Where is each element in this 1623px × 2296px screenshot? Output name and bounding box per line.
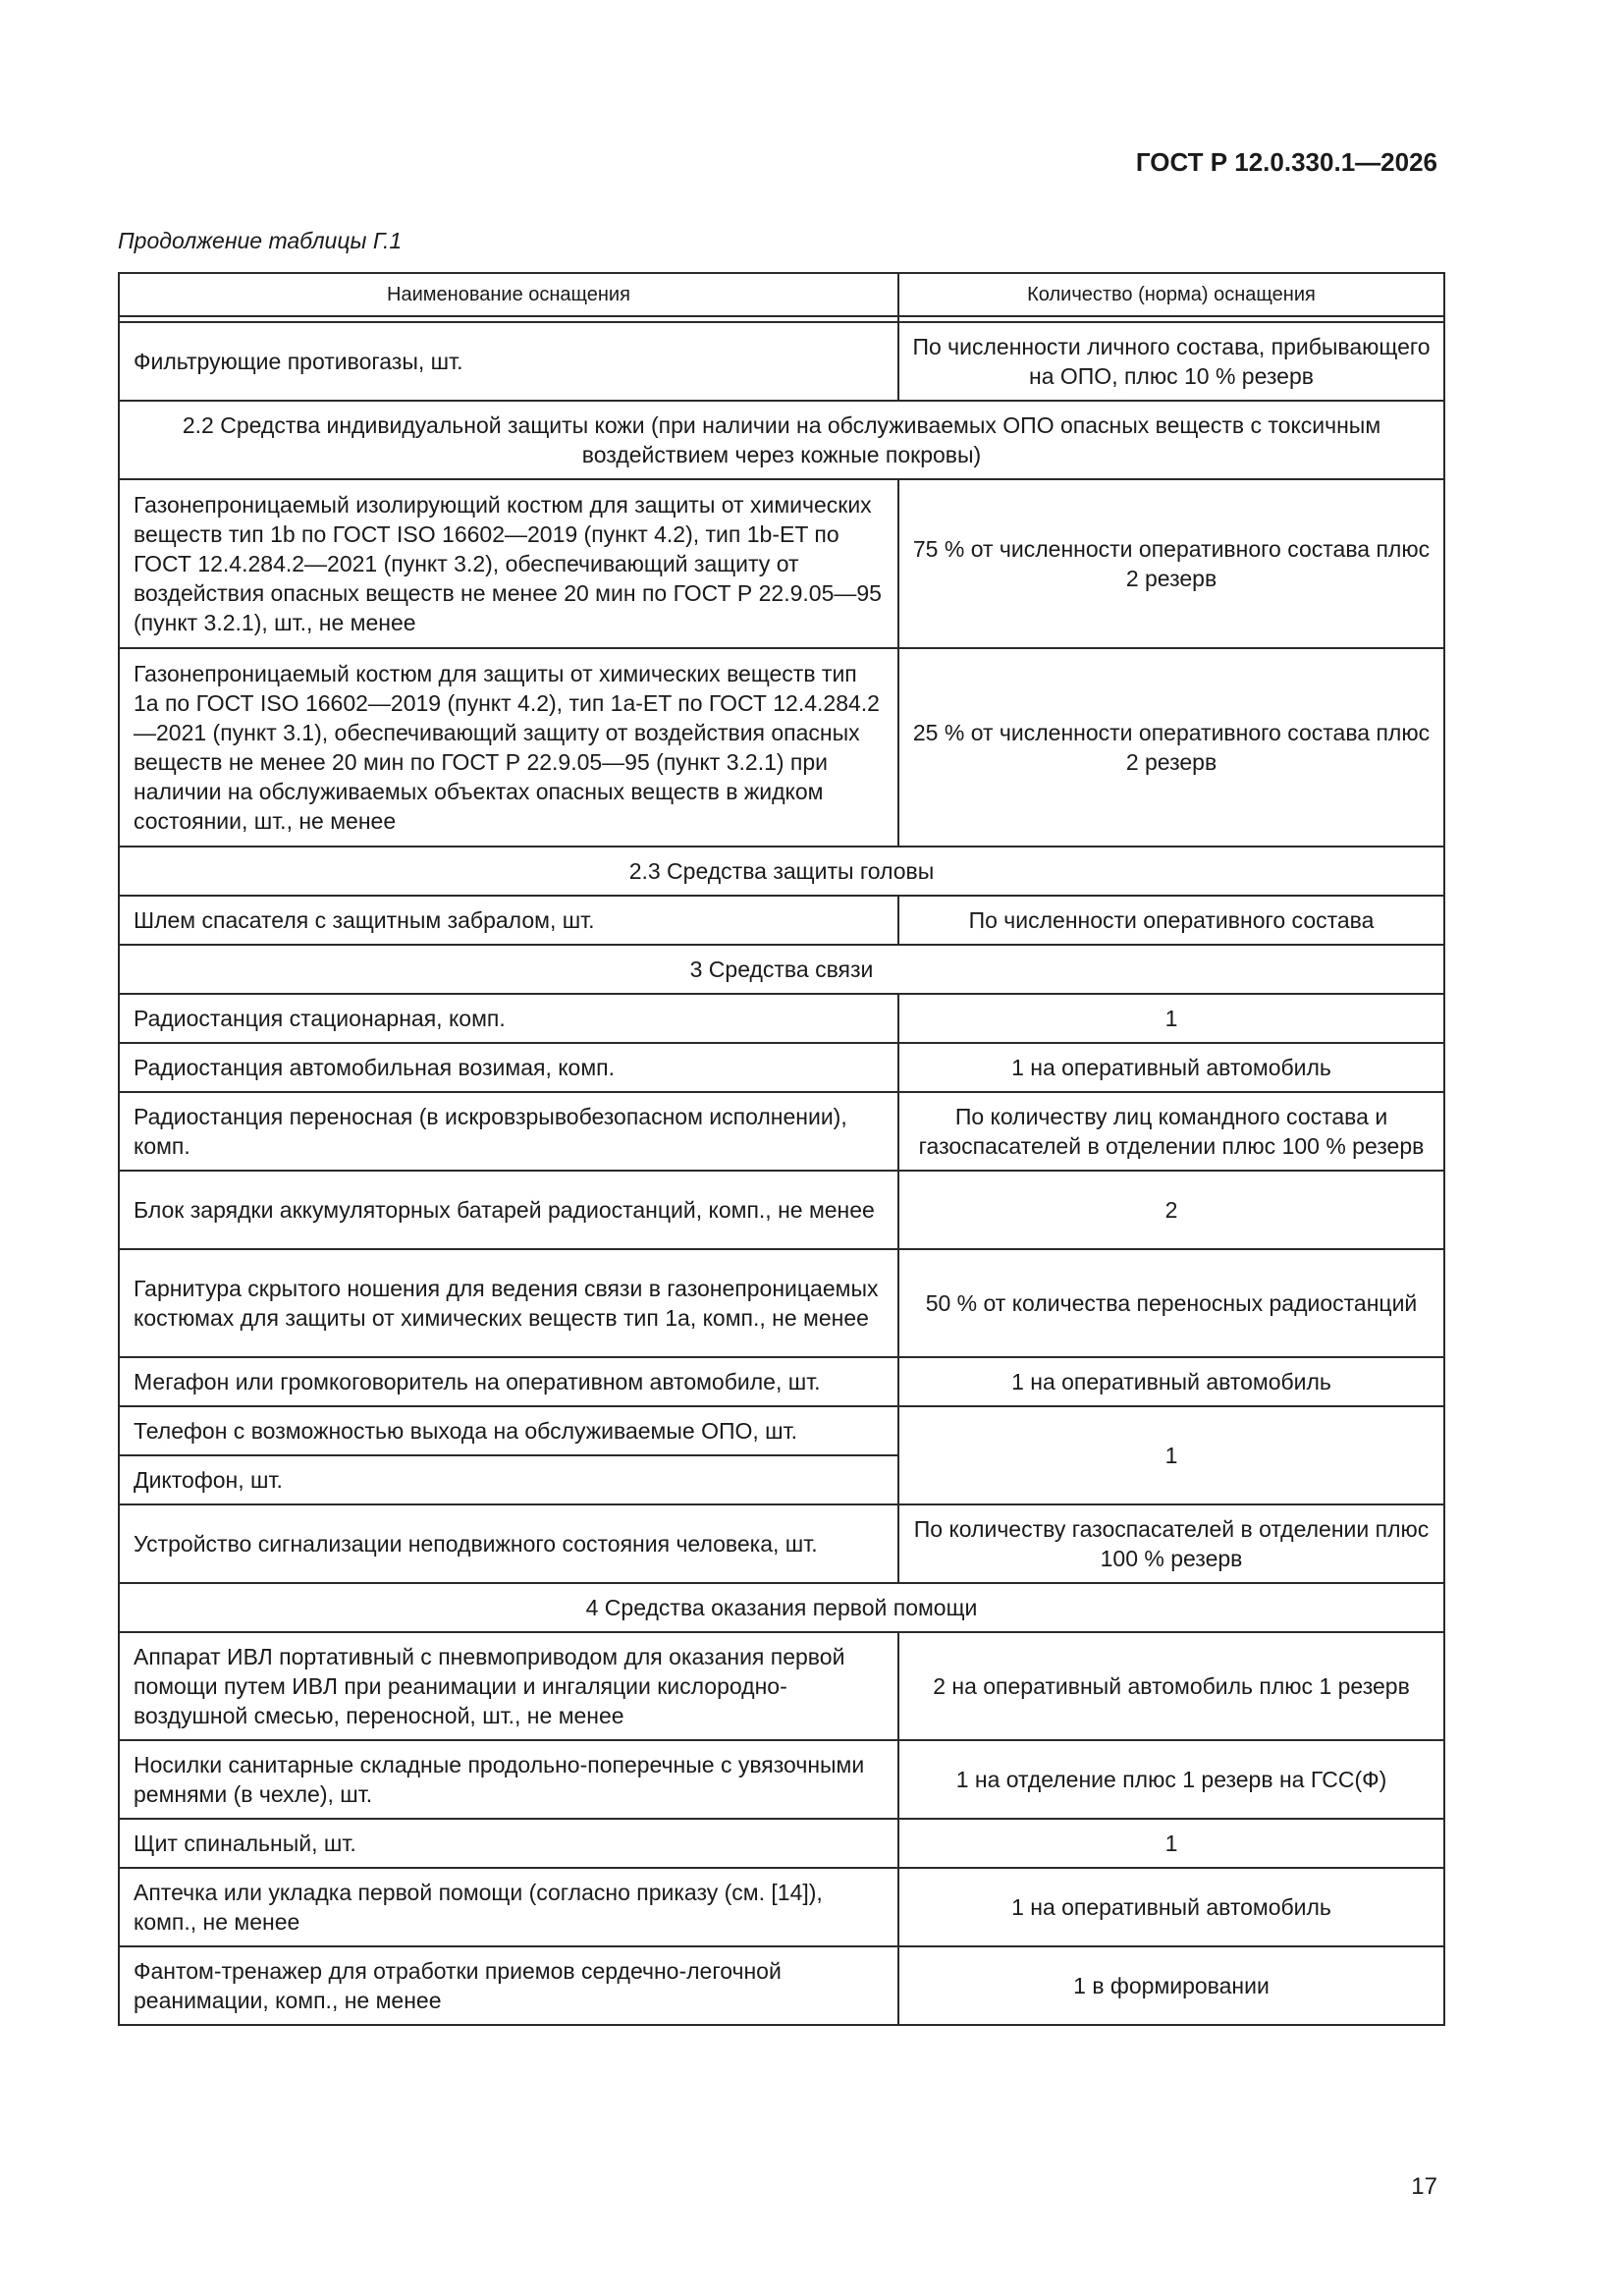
equipment-name: Щит спинальный, шт. — [119, 1819, 898, 1868]
table-row — [119, 648, 1444, 847]
table-row — [119, 1868, 1444, 1946]
table-row — [119, 1043, 1444, 1092]
table-row — [119, 1946, 1444, 2025]
equipment-quantity: 75 % от численности оперативного состава плюс 2 резерв — [898, 479, 1444, 648]
equipment-name: Аппарат ИВЛ портативный с пневмоприводом для оказания первой помощи путем ИВЛ при реанимации и ингаляции кислородно-воздушной смесью, переносной, шт., не менее — [119, 1632, 898, 1740]
table-row — [119, 322, 1444, 401]
equipment-name: Радиостанция автомобильная возимая, комп. — [119, 1043, 898, 1092]
header-row — [119, 273, 1444, 316]
equipment-table — [118, 272, 1445, 2026]
section-title: 3 Средства связи — [119, 945, 1444, 994]
equipment-quantity: 1 в формировании — [898, 1946, 1444, 2025]
equipment-quantity: 1 — [898, 1819, 1444, 1868]
equipment-quantity: По численности личного состава, прибывающего на ОПО, плюс 10 % резерв — [898, 322, 1444, 401]
equipment-name: Газонепроницаемый изолирующий костюм для защиты от химических веществ тип 1b по ГОСТ ISO 16602—2019 (пункт 4.2), тип 1b-ET по ГОСТ 12.4.284.2—2021 (пункт 3.2), обеспечивающий защиту от воздействия опасных веществ не менее 20 мин по ГОСТ Р 22.9.05—95 (пункт 3.2.1), шт., не менее — [119, 479, 898, 648]
equipment-quantity: 1 — [898, 994, 1444, 1043]
equipment-name: Аптечка или укладка первой помощи (согласно приказу (см. [14]), комп., не менее — [119, 1868, 898, 1946]
section-title: 4 Средства оказания первой помощи — [119, 1583, 1444, 1632]
column-header-name: Наименование оснащения — [119, 273, 898, 316]
table-row — [119, 479, 1444, 648]
table-row — [119, 1406, 1444, 1455]
section-row — [119, 847, 1444, 896]
table-row — [119, 1092, 1444, 1171]
table-row — [119, 1819, 1444, 1868]
section-title: 2.2 Средства индивидуальной защиты кожи (при наличии на обслуживаемых ОПО опасных веществ с токсичным воздействием через кожные покровы) — [119, 401, 1444, 479]
equipment-quantity: 1 — [898, 1406, 1444, 1504]
equipment-name: Гарнитура скрытого ношения для ведения связи в газонепроницаемых костюмах для защиты от химических веществ тип 1а, комп., не менее — [119, 1249, 898, 1357]
document-code: ГОСТ Р 12.0.330.1—2026 — [1135, 147, 1437, 177]
equipment-name: Носилки санитарные складные продольно-поперечные с увязочными ремнями (в чехле), шт. — [119, 1740, 898, 1819]
equipment-quantity: 1 на оперативный автомобиль — [898, 1357, 1444, 1406]
section-row — [119, 945, 1444, 994]
equipment-name: Диктофон, шт. — [119, 1455, 898, 1504]
equipment-name: Радиостанция стационарная, комп. — [119, 994, 898, 1043]
table-row — [119, 1171, 1444, 1249]
equipment-quantity: По количеству лиц командного состава и газоспасателей в отделении плюс 100 % резерв — [898, 1092, 1444, 1171]
equipment-quantity: 50 % от количества переносных радиостанций — [898, 1249, 1444, 1357]
equipment-quantity: По численности оперативного состава — [898, 896, 1444, 945]
table-header — [119, 273, 1444, 322]
page-number: 17 — [1411, 2173, 1437, 2200]
section-row — [119, 1583, 1444, 1632]
equipment-name: Телефон с возможностью выхода на обслуживаемые ОПО, шт. — [119, 1406, 898, 1455]
table-row — [119, 896, 1444, 945]
equipment-quantity: 2 — [898, 1171, 1444, 1249]
equipment-quantity: 2 на оперативный автомобиль плюс 1 резерв — [898, 1632, 1444, 1740]
section-row — [119, 401, 1444, 479]
equipment-name: Блок зарядки аккумуляторных батарей радиостанций, комп., не менее — [119, 1171, 898, 1249]
equipment-quantity: По количеству газоспасателей в отделении плюс 100 % резерв — [898, 1504, 1444, 1583]
table-row — [119, 1357, 1444, 1406]
equipment-quantity: 1 на оперативный автомобиль — [898, 1868, 1444, 1946]
equipment-name: Фильтрующие противогазы, шт. — [119, 322, 898, 401]
table-row — [119, 994, 1444, 1043]
table-row — [119, 1632, 1444, 1740]
equipment-name: Фантом-тренажер для отработки приемов сердечно-легочной реанимации, комп., не менее — [119, 1946, 898, 2025]
equipment-name: Шлем спасателя с защитным забралом, шт. — [119, 896, 898, 945]
section-title: 2.3 Средства защиты головы — [119, 847, 1444, 896]
table-row — [119, 1504, 1444, 1583]
equipment-name: Газонепроницаемый костюм для защиты от химических веществ тип 1а по ГОСТ ISO 16602—2019 (пункт 4.2), тип 1а-ET по ГОСТ 12.4.284.2—2021 (пункт 3.1), обеспечивающий защиту от воздействия опасных веществ не менее 20 мин по ГОСТ Р 22.9.05—95 (пункт 3.2.1) при наличии на обслуживаемых объектах опасных веществ в жидком состоянии, шт., не менее — [119, 648, 898, 847]
equipment-name: Устройство сигнализации неподвижного состояния человека, шт. — [119, 1504, 898, 1583]
equipment-quantity: 1 на оперативный автомобиль — [898, 1043, 1444, 1092]
equipment-name: Радиостанция переносная (в искровзрывобезопасном исполнении), комп. — [119, 1092, 898, 1171]
column-header-quantity: Количество (норма) оснащения — [898, 273, 1444, 316]
table-row — [119, 1740, 1444, 1819]
table-caption: Продолжение таблицы Г.1 — [118, 228, 403, 253]
table-row — [119, 1249, 1444, 1357]
equipment-quantity: 25 % от численности оперативного состава плюс 2 резерв — [898, 648, 1444, 847]
equipment-name: Мегафон или громкоговоритель на оперативном автомобиле, шт. — [119, 1357, 898, 1406]
equipment-quantity: 1 на отделение плюс 1 резерв на ГСС(Ф) — [898, 1740, 1444, 1819]
